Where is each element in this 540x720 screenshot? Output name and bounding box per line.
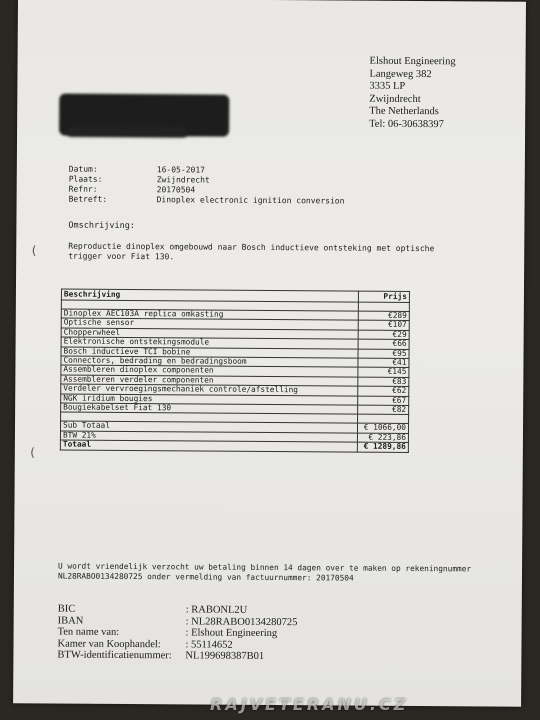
bank-label: IBAN bbox=[57, 615, 84, 627]
meta-value: Dinoplex electronic ignition conversion bbox=[156, 195, 345, 206]
payment-instruction: U wordt vriendelijk verzocht uw betaling binnen 14 dagen over te maken op rekeningnummer NL28RABO0134280725 onder vermelding van factuurnummer: 20170504 bbox=[57, 561, 472, 583]
item-desc: Bougiekabelset Fiat 130 bbox=[61, 403, 358, 414]
item-price: €83 bbox=[358, 377, 409, 387]
item-desc: Elektronische ontstekingsmodule bbox=[61, 337, 358, 348]
invoice-table bbox=[60, 289, 410, 453]
subtotal-value: € 1066,00 bbox=[357, 424, 408, 434]
item-desc: Connectors, bedrading en bedradingsboom bbox=[61, 356, 358, 367]
bank-value: : RABONL2U bbox=[185, 604, 248, 616]
sender-line: Tel: 06-30638397 bbox=[369, 118, 444, 130]
total-label: Totaal bbox=[60, 440, 357, 451]
description-text: Reproductie dinoplex omgebouwd naar Bosch inductieve ontsteking met optische trigger voor Fiat 130. bbox=[68, 241, 435, 262]
pen-mark: ( bbox=[28, 445, 37, 460]
site-watermark: RAJVETERANU.CZ bbox=[210, 695, 409, 714]
bank-value: : NL28RABO0134280725 bbox=[185, 615, 298, 628]
item-price: €67 bbox=[358, 396, 409, 406]
item-price: €107 bbox=[358, 321, 409, 331]
sender-line: 3335 LP bbox=[369, 80, 406, 92]
bank-details bbox=[57, 604, 297, 663]
description-label: Omschrijving: bbox=[68, 220, 135, 232]
meta-row-subject bbox=[69, 195, 345, 207]
item-price: €29 bbox=[358, 330, 409, 340]
item-price: €289 bbox=[358, 311, 409, 321]
redacted-recipient-line bbox=[67, 127, 187, 138]
item-desc: Chopperwheel bbox=[61, 328, 358, 339]
meta-value: 20170504 bbox=[156, 185, 196, 195]
item-price: €95 bbox=[358, 349, 409, 359]
item-desc: Optische sensor bbox=[61, 318, 358, 329]
sender-line: The Netherlands bbox=[369, 105, 439, 118]
item-price: €82 bbox=[358, 405, 409, 415]
meta-label: Refnr: bbox=[68, 184, 98, 194]
invoice-meta bbox=[69, 165, 345, 207]
pen-mark: ( bbox=[30, 243, 38, 258]
sender-line: Langeweg 382 bbox=[369, 68, 432, 80]
header-description: Beschrijving bbox=[61, 289, 358, 302]
bank-row-vat-id bbox=[57, 650, 297, 663]
item-price: €62 bbox=[358, 386, 409, 396]
bank-label: BIC bbox=[57, 603, 76, 615]
meta-value: Zwijndrecht bbox=[156, 175, 210, 185]
bank-label: Ten name van: bbox=[57, 626, 120, 638]
bank-label: BTW-identificatienummer: bbox=[57, 649, 172, 662]
item-desc: Verdeler vervroegingsmechaniek controle/afstelling bbox=[61, 384, 358, 395]
sender-line: Zwijndrecht bbox=[369, 93, 421, 105]
item-desc: Assembleren verdeler componenten bbox=[61, 375, 358, 386]
meta-label: Datum: bbox=[68, 164, 98, 174]
invoice-paper bbox=[13, 0, 526, 707]
total-row bbox=[60, 440, 408, 452]
item-desc: NGK iridium bougies bbox=[61, 394, 358, 405]
sender-address bbox=[369, 56, 456, 132]
item-desc: Bosch inductieve TCI bobine bbox=[61, 347, 358, 358]
bank-value: : Elshout Engineering bbox=[185, 627, 278, 640]
header-price: Prijs bbox=[358, 291, 409, 302]
item-price: €41 bbox=[358, 358, 409, 368]
vat-value: € 223,86 bbox=[357, 433, 408, 443]
item-desc: Assembleren dinoplex componenten bbox=[61, 365, 358, 376]
item-price: €145 bbox=[358, 368, 409, 378]
item-desc: Dinoplex AEC103A replica omkasting bbox=[61, 309, 358, 320]
subtotal-label: Sub Totaal bbox=[60, 422, 357, 433]
sender-line: Elshout Engineering bbox=[369, 55, 456, 68]
item-price: €66 bbox=[358, 339, 409, 349]
meta-label: Betreft: bbox=[68, 194, 108, 204]
vat-label: BTW 21% bbox=[60, 431, 357, 442]
bank-value: : 55114652 bbox=[185, 638, 233, 651]
meta-label: Plaats: bbox=[68, 174, 103, 184]
total-value: € 1289,86 bbox=[357, 442, 408, 452]
bank-label: Kamer van Koophandel: bbox=[57, 638, 161, 650]
bank-value: NL199698387B01 bbox=[185, 650, 265, 662]
meta-value: 16-05-2017 bbox=[156, 165, 206, 175]
